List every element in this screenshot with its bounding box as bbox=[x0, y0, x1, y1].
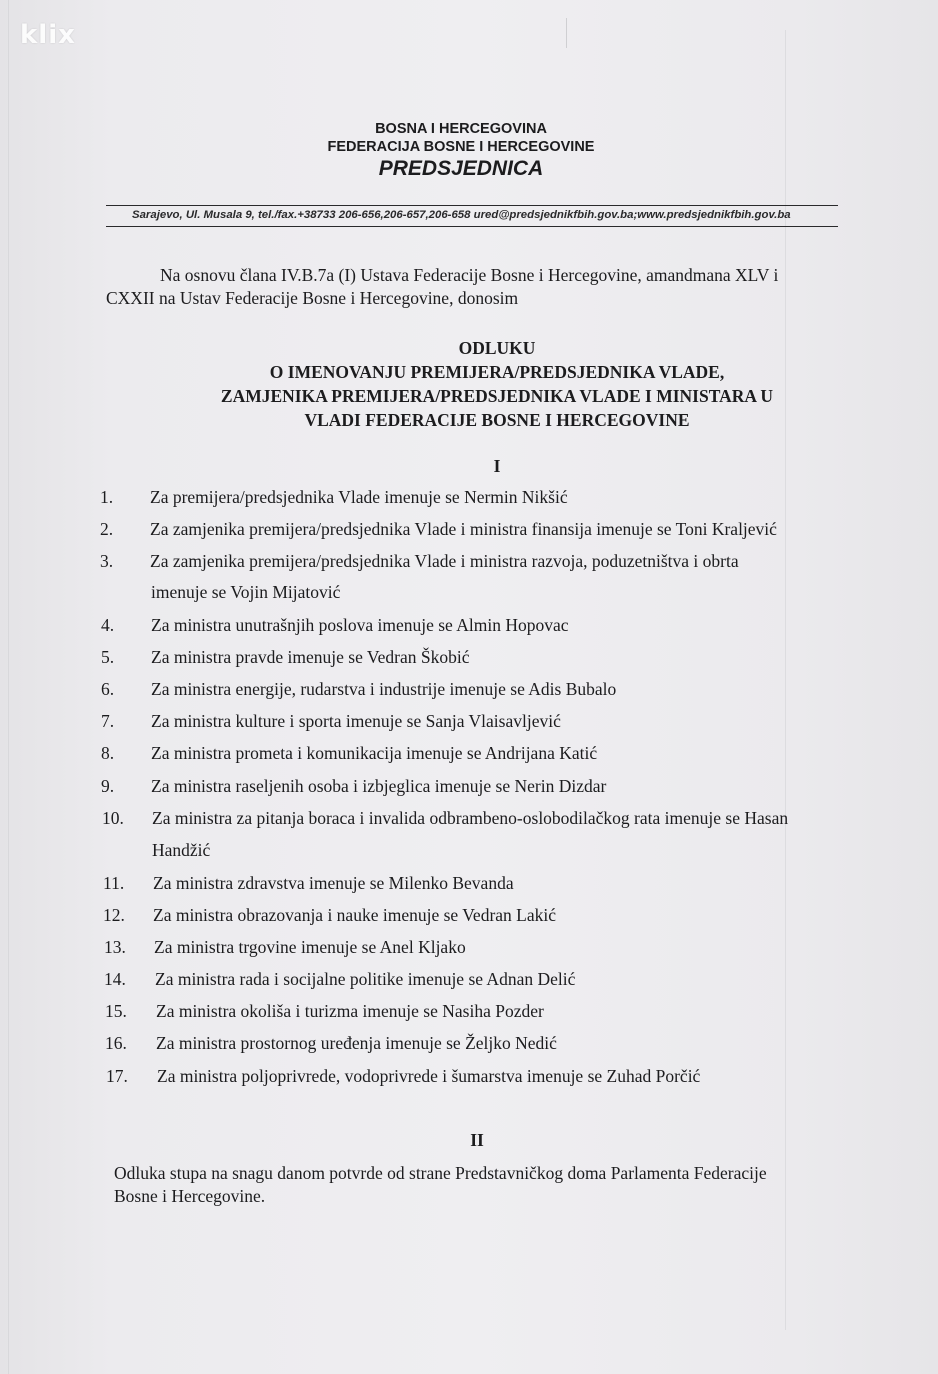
letterhead-federation: FEDERACIJA BOSNE I HERCEGOVINE bbox=[327, 139, 595, 155]
item-text: Za ministra rada i socijalne politike imenuje se Adnan Delić bbox=[155, 969, 576, 989]
item-text: Za ministra energije, rudarstva i industrije imenuje se Adis Bubalo bbox=[151, 679, 617, 699]
item-number: 11. bbox=[103, 873, 125, 893]
item-number: 6. bbox=[101, 679, 115, 699]
item-text: Za ministra prostornog uređenja imenuje se Željko Nedić bbox=[156, 1033, 557, 1053]
item-number: 12. bbox=[103, 905, 125, 925]
intro-line-2: CXXII na Ustav Federacije Bosne i Hercegovine, donosim bbox=[106, 288, 519, 308]
paper-edge bbox=[8, 0, 9, 1374]
decision-subtitle-3: VLADI FEDERACIJE BOSNE I HERCEGOVINE bbox=[304, 410, 690, 430]
letterhead-country: BOSNA I HERCEGOVINA bbox=[375, 121, 547, 137]
item-number: 9. bbox=[101, 776, 115, 796]
item-text-continued: Handžić bbox=[152, 840, 211, 860]
item-number: 1. bbox=[100, 487, 114, 507]
item-number: 16. bbox=[105, 1033, 127, 1053]
item-text: Za ministra pravde imenuje se Vedran Škobić bbox=[151, 647, 470, 667]
item-text: Za ministra prometa i komunikacija imenuje se Andrijana Katić bbox=[151, 743, 598, 763]
item-text: Za ministra obrazovanja i nauke imenuje se Vedran Lakić bbox=[153, 905, 556, 925]
item-number: 10. bbox=[102, 808, 124, 828]
klix-watermark-logo: klix bbox=[20, 20, 76, 50]
item-number: 17. bbox=[106, 1066, 128, 1086]
closing-line-1: Odluka stupa na snagu danom potvrde od strane Predstavničkog doma Parlamenta Federacije bbox=[114, 1163, 767, 1183]
intro-line-1: Na osnovu člana IV.B.7a (I) Ustava Federacije Bosne i Hercegovine, amandmana XLV i bbox=[160, 265, 779, 285]
item-text: Za ministra trgovine imenuje se Anel Kljako bbox=[154, 937, 466, 957]
section-heading-2: II bbox=[470, 1130, 484, 1150]
item-number: 3. bbox=[100, 551, 114, 571]
item-text: Za ministra za pitanja boraca i invalida odbrambeno-oslobodilačkog rata imenuje se Hasan bbox=[152, 808, 789, 828]
item-text: Za ministra kulture i sporta imenuje se Sanja Vlaisavljević bbox=[151, 711, 561, 731]
item-number: 5. bbox=[101, 647, 115, 667]
item-number: 7. bbox=[101, 711, 115, 731]
letterhead-top-rule bbox=[106, 205, 838, 206]
decision-subtitle-2: ZAMJENIKA PREMIJERA/PREDSJEDNIKA VLADE I MINISTARA U bbox=[220, 386, 774, 406]
letterhead-address: Sarajevo, Ul. Musala 9, tel./fax.+38733 206-656,206-657,206-658 ured@predsjednikfbih.gov.ba;www.predsjednikfbih.gov.ba bbox=[132, 209, 791, 221]
item-text: Za ministra okoliša i turizma imenuje se Nasiha Pozder bbox=[156, 1001, 544, 1021]
section-heading-1: I bbox=[493, 456, 501, 476]
item-text: Za zamjenika premijera/predsjednika Vlade i ministra finansija imenuje se Toni Kraljević bbox=[150, 519, 777, 539]
item-text: Za ministra zdravstva imenuje se Milenko Bevanda bbox=[153, 873, 514, 893]
item-number: 13. bbox=[104, 937, 126, 957]
paper-crease bbox=[566, 18, 567, 48]
letterhead-office: PREDSJEDNICA bbox=[378, 157, 544, 180]
item-text: Za ministra unutrašnjih poslova imenuje se Almin Hopovac bbox=[151, 615, 569, 635]
item-number: 4. bbox=[101, 615, 115, 635]
decision-title: ODLUKU bbox=[458, 338, 536, 358]
letterhead-bottom-rule bbox=[106, 226, 838, 227]
item-text: Za ministra raseljenih osoba i izbjeglica imenuje se Nerin Dizdar bbox=[151, 776, 607, 796]
item-number: 8. bbox=[101, 743, 115, 763]
item-text: Za zamjenika premijera/predsjednika Vlade i ministra razvoja, poduzetništva i obrta bbox=[150, 551, 739, 571]
item-number: 14. bbox=[104, 969, 126, 989]
closing-line-2: Bosne i Hercegovine. bbox=[114, 1186, 266, 1206]
item-text: Za premijera/predsjednika Vlade imenuje se Nermin Nikšić bbox=[150, 487, 568, 507]
item-number: 15. bbox=[105, 1001, 127, 1021]
item-text-continued: imenuje se Vojin Mijatović bbox=[151, 582, 341, 602]
item-number: 2. bbox=[100, 519, 114, 539]
decision-subtitle-1: O IMENOVANJU PREMIJERA/PREDSJEDNIKA VLADE, bbox=[269, 362, 725, 382]
item-text: Za ministra poljoprivrede, vodoprivrede i šumarstva imenuje se Zuhad Porčić bbox=[157, 1066, 701, 1086]
